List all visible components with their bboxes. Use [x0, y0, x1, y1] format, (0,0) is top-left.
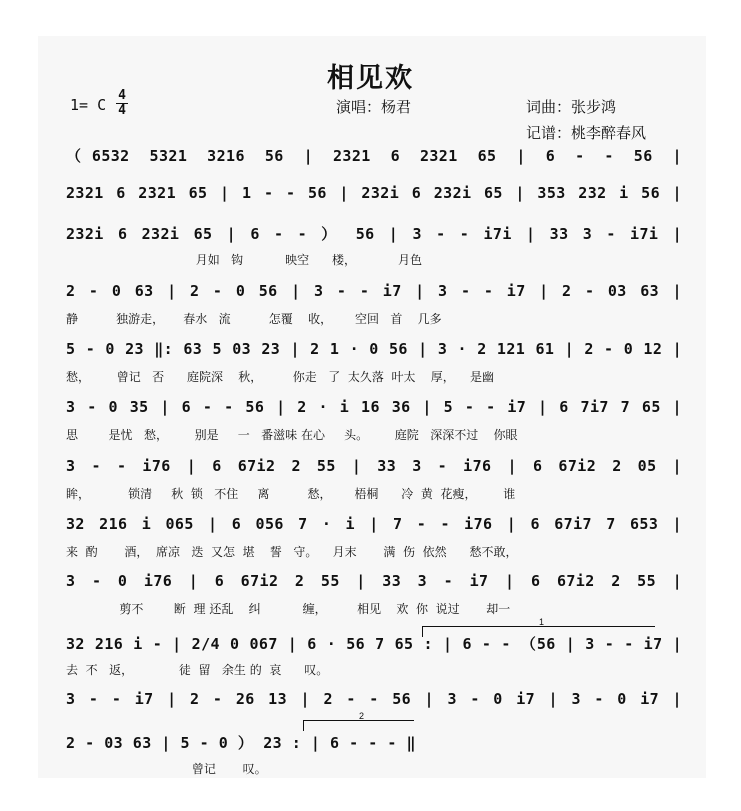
- notes-line: 2321 6 2321 65 | 1 - - 56 | 232i 6 232i 65 | 353 232 i 56 |: [66, 184, 682, 202]
- staff-row-8: [66, 515, 682, 573]
- notes-line: 2 - 0 63 | 2 - 0 56 | 3 - - i7 | 3 - - i7 | 2 - 03 63 |: [66, 282, 682, 300]
- notes-line: 232i 6 232i 65 | 6 - - ） 56 | 3 - - i7i | 33 3 - i7i |: [66, 225, 682, 243]
- staff-row-5: [66, 340, 682, 398]
- notes-line: 3 - 0 i76 | 6 67i2 2 55 | 33 3 - i7 | 6 67i2 2 55 |: [66, 572, 682, 590]
- notes-line: 2 - 03 63 | 5 - 0 ） 23 : | 6 - - - ‖: [66, 734, 416, 752]
- staff-row-7: [66, 457, 682, 515]
- lyrics-line: 剪不 断 理 还乱 纠 缠， 相见 欢 你 说过 却一: [66, 602, 511, 616]
- transcriber-credit: 记谱：桃李醉春风: [526, 124, 647, 142]
- staff-row-4: [66, 282, 682, 340]
- volta-first-ending: [422, 617, 655, 637]
- lyrics-line: 曾记 叹。: [66, 762, 267, 776]
- volta-first-label: 1: [539, 617, 545, 627]
- composer-credit: 词曲：张步鸿: [526, 98, 617, 116]
- time-bottom: 4: [118, 103, 126, 118]
- lyrics-line: 月如 钩 映空 楼， 月色: [66, 253, 422, 267]
- key-signature: 1= C: [70, 96, 107, 114]
- staff-row-10: [66, 633, 682, 691]
- time-top: 4: [118, 88, 126, 103]
- lyrics-line: 静 独游走， 春水 流 怎覆 收， 空回 首 几多: [66, 312, 442, 326]
- lyrics-line: 思 是忧 愁， 别是 一 番滋味 在心 头。 庭院 深深不过 你眼: [66, 428, 518, 442]
- staff-row-6: [66, 398, 682, 456]
- notes-line: 3 - - i7 | 2 - 26 13 | 2 - - 56 | 3 - 0 i7 | 3 - 0 i7 |: [66, 690, 682, 708]
- staff-row-9: [66, 572, 682, 630]
- lyrics-line: 眸， 锁清 秋 锁 不住 离 愁， 梧桐 冷 黄 花瘦， 谁: [66, 487, 516, 501]
- song-title: 相见欢: [327, 63, 414, 94]
- notes-line: 3 - - i76 | 6 67i2 2 55 | 33 3 - i76 | 6 67i2 2 05 |: [66, 457, 682, 475]
- volta-second-ending: [303, 711, 414, 731]
- volta-second-label: 2: [359, 711, 365, 721]
- lyrics-line: 愁， 曾记 否 庭院深 秋， 你走 了 太久落 叶太 厚， 是幽: [66, 370, 495, 384]
- notes-line: 3 - 0 35 | 6 - - 56 | 2 · i 16 36 | 5 - - i7 | 6 7i7 7 65 |: [66, 398, 682, 416]
- notes-line: （6532 5321 3216 56 | 2321 6 2321 65 | 6 - - 56 |: [66, 147, 682, 165]
- notes-line: 5 - 0 23 ‖: 63 5 03 23 | 2 1 · 0 56 | 3 · 2 121 61 | 2 - 0 12 |: [66, 340, 682, 358]
- singer-credit: 演唱：杨君: [336, 98, 412, 116]
- lyrics-line: 来 酌 酒， 席凉 迭 又怎 堪 誓 守。 月末 满 伤 依然 愁不敢，: [66, 545, 518, 559]
- time-signature: [116, 90, 128, 117]
- notes-line: 32 216 i - | 2/4 0 067 | 6 · 56 7 65 : | 6 - - （56 | 3 - - i7 |: [66, 635, 682, 653]
- notes-line: 32 216 i 065 | 6 056 7 · i | 7 - - i76 | 6 67i7 7 653 |: [66, 515, 682, 533]
- staff-row-3: [66, 223, 682, 281]
- staff-row-12: [66, 732, 682, 790]
- lyrics-line: 去 不 返， 徒 留 余生 的 哀 叹。: [66, 663, 329, 677]
